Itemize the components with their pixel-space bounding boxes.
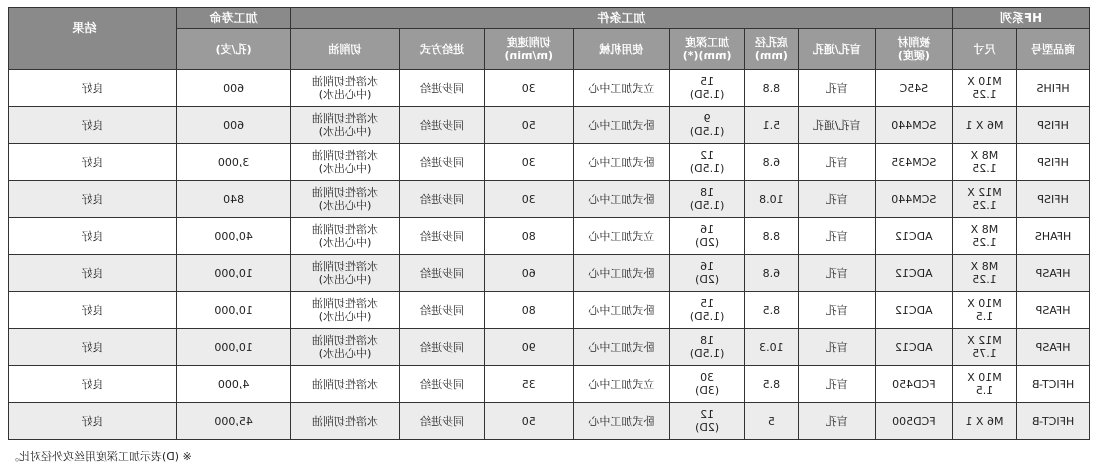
- cell-oil: [290, 107, 399, 144]
- cell-product: HFISP: [1017, 144, 1090, 181]
- depth-value: 15: [700, 297, 715, 310]
- oil-type: 水溶性切削油: [312, 112, 379, 125]
- cell-speed: 30: [484, 70, 573, 107]
- table-row: [9, 70, 1090, 107]
- cell-product: HFAHS: [1017, 218, 1090, 255]
- cell-speed: 80: [484, 292, 573, 329]
- oil-delivery: (中心出水): [318, 162, 372, 175]
- col-size: 尺寸: [952, 29, 1016, 70]
- table-row: [9, 292, 1090, 329]
- oil-type: 水溶性切削油: [312, 414, 379, 428]
- cell-feed: 同步进给: [400, 366, 485, 403]
- table-row: [9, 107, 1090, 144]
- cell-depth: [670, 218, 745, 255]
- cell-product: HFICT-B: [1017, 403, 1090, 440]
- cell-bore: 5.1: [745, 107, 799, 144]
- cell-size: M8 X 1.25: [952, 255, 1016, 292]
- depth-ratio: (3D): [695, 384, 720, 397]
- cell-product: HFASP: [1017, 292, 1090, 329]
- oil-type: 水溶性切削油: [312, 223, 379, 236]
- col-depth-label: 加工深度 (mm)(*): [682, 36, 732, 62]
- cell-bore: 8.8: [745, 70, 799, 107]
- cell-result: 良好: [9, 107, 177, 144]
- cell-material: SCM440: [875, 181, 952, 218]
- cell-size: M12 X 1.75: [952, 329, 1016, 366]
- cell-speed: 60: [484, 255, 573, 292]
- oil-delivery: (中心出水): [318, 310, 372, 323]
- cell-result: 良好: [9, 144, 177, 181]
- cell-material: SCM440: [875, 107, 952, 144]
- cell-speed: 30: [484, 144, 573, 181]
- cell-speed: 50: [484, 107, 573, 144]
- cell-size: M10 X 1.5: [952, 292, 1016, 329]
- cell-size: M8 X 1.25: [952, 144, 1016, 181]
- group-hf-series: HF系列: [952, 8, 1089, 29]
- cell-hole-type: 盲孔: [798, 144, 875, 181]
- cell-life: 600: [177, 107, 291, 144]
- cell-depth: [670, 144, 745, 181]
- cell-feed: 同步进给: [400, 403, 485, 440]
- cell-material: SCM435: [875, 144, 952, 181]
- cell-result: 良好: [9, 366, 177, 403]
- cell-feed: 同步进给: [400, 292, 485, 329]
- depth-ratio: (1.5D): [689, 125, 725, 138]
- cell-size: M10 X 1.5: [952, 366, 1016, 403]
- cell-speed: 35: [484, 366, 573, 403]
- depth-value: 16: [700, 260, 715, 273]
- depth-ratio: (2D): [695, 236, 720, 249]
- col-product: 商品型号: [1017, 29, 1090, 70]
- col-speed-label: 切削速度 (m/min): [504, 36, 554, 62]
- oil-type: 水溶性切削油: [312, 149, 379, 162]
- cell-hole-type: 盲孔: [798, 70, 875, 107]
- depth-ratio: (2D): [695, 273, 720, 286]
- table-row: [9, 329, 1090, 366]
- result-header: 结果: [9, 8, 177, 70]
- col-oil: 切削油: [290, 29, 399, 70]
- cell-result: 良好: [9, 218, 177, 255]
- cell-product: HFISP: [1017, 107, 1090, 144]
- cell-product: HFASP: [1017, 329, 1090, 366]
- group-tool-life: 加工寿命: [177, 8, 291, 29]
- cell-result: 良好: [9, 181, 177, 218]
- group-machining-conditions: 加工条件: [290, 8, 952, 29]
- cell-life: 10,000: [177, 329, 291, 366]
- cell-life: 4,000: [177, 366, 291, 403]
- depth-value: 18: [700, 186, 715, 199]
- oil-delivery: (中心出水): [318, 273, 372, 286]
- cell-hole-type: 盲孔: [798, 292, 875, 329]
- cell-result: 良好: [9, 292, 177, 329]
- cell-machine: 卧式加工中心: [573, 403, 669, 440]
- cell-size: M6 X 1: [952, 403, 1016, 440]
- cell-material: FCD450: [875, 366, 952, 403]
- cell-bore: 8.8: [745, 218, 799, 255]
- col-feed: 进给方式: [400, 29, 485, 70]
- oil-type: 水溶性切削油: [312, 186, 379, 199]
- cell-bore: 10.3: [745, 329, 799, 366]
- col-bore-label: 底孔径 (mm): [754, 36, 788, 62]
- cell-oil: [290, 70, 399, 107]
- cell-oil: [290, 366, 399, 403]
- cell-feed: 同步进给: [400, 181, 485, 218]
- col-life: (孔/支): [177, 29, 291, 70]
- cell-life: 3,000: [177, 144, 291, 181]
- cell-machine: 立式加工中心: [573, 70, 669, 107]
- cell-material: FCD500: [875, 403, 952, 440]
- cell-life: 10,000: [177, 292, 291, 329]
- oil-delivery: (中心出水): [318, 125, 372, 138]
- cell-size: M10 X 1.25: [952, 70, 1016, 107]
- cell-depth: [670, 366, 745, 403]
- cell-speed: 50: [484, 403, 573, 440]
- cell-depth: [670, 292, 745, 329]
- cell-speed: 30: [484, 181, 573, 218]
- cell-feed: 同步进给: [400, 70, 485, 107]
- cell-product: HFISP: [1017, 181, 1090, 218]
- cell-feed: 同步进给: [400, 107, 485, 144]
- col-material-label: 被削材 (硬度): [897, 36, 931, 62]
- cell-bore: 6.8: [745, 255, 799, 292]
- cell-feed: 同步进给: [400, 329, 485, 366]
- cell-size: M12 X 1.25: [952, 181, 1016, 218]
- cell-material: ADC12: [875, 218, 952, 255]
- depth-ratio: (1.5D): [689, 88, 725, 101]
- cell-result: 良好: [9, 403, 177, 440]
- oil-delivery: (中心出水): [318, 199, 372, 212]
- col-speed: [484, 29, 573, 70]
- cell-depth: [670, 403, 745, 440]
- depth-value: 30: [700, 371, 715, 384]
- cell-material: ADC12: [875, 255, 952, 292]
- cell-result: 良好: [9, 255, 177, 292]
- depth-ratio: (2D): [695, 421, 720, 434]
- depth-ratio: (1.5D): [689, 310, 725, 323]
- col-material: [875, 29, 952, 70]
- cell-depth: [670, 181, 745, 218]
- col-hole-type: 盲孔/通孔: [798, 29, 875, 70]
- table-row: [9, 366, 1090, 403]
- cell-life: 840: [177, 181, 291, 218]
- cell-result: 良好: [9, 70, 177, 107]
- cell-machine: 立式加工中心: [573, 366, 669, 403]
- cell-oil: [290, 218, 399, 255]
- cell-speed: 80: [484, 218, 573, 255]
- cell-hole-type: 盲孔: [798, 329, 875, 366]
- col-depth: [670, 29, 745, 70]
- col-bore: [745, 29, 799, 70]
- depth-value: 12: [700, 408, 715, 421]
- cell-material: ADC12: [875, 292, 952, 329]
- cell-oil: [290, 292, 399, 329]
- cell-size: M6 X 1: [952, 107, 1016, 144]
- table-row: [9, 144, 1090, 181]
- oil-type: 水溶性切削油: [312, 377, 379, 391]
- cell-speed: 90: [484, 329, 573, 366]
- oil-delivery: (中心出水): [318, 236, 372, 249]
- cell-depth: [670, 329, 745, 366]
- cell-machine: 卧式加工中心: [573, 181, 669, 218]
- cell-size: M8 X 1.25: [952, 218, 1016, 255]
- table-row: [9, 255, 1090, 292]
- cell-bore: 8.5: [745, 292, 799, 329]
- cell-life: 10,000: [177, 255, 291, 292]
- cell-feed: 同步进给: [400, 144, 485, 181]
- cell-oil: [290, 403, 399, 440]
- cell-hole-type: 盲孔: [798, 218, 875, 255]
- cell-machine: 卧式加工中心: [573, 329, 669, 366]
- cell-bore: 6.8: [745, 144, 799, 181]
- machining-spec-table: [8, 7, 1090, 440]
- cell-feed: 同步进给: [400, 255, 485, 292]
- cell-material: S45C: [875, 70, 952, 107]
- cell-feed: 同步进给: [400, 218, 485, 255]
- cell-result: 良好: [9, 329, 177, 366]
- cell-hole-type: 盲孔: [798, 403, 875, 440]
- cell-bore: 8.5: [745, 366, 799, 403]
- cell-machine: 卧式加工中心: [573, 107, 669, 144]
- depth-ratio: (1.5D): [689, 162, 725, 175]
- depth-value: 9: [703, 112, 711, 125]
- cell-machine: 立式加工中心: [573, 218, 669, 255]
- oil-type: 水溶性切削油: [312, 75, 379, 88]
- depth-value: 18: [700, 334, 715, 347]
- cell-depth: [670, 255, 745, 292]
- cell-oil: [290, 255, 399, 292]
- table-row: [9, 181, 1090, 218]
- cell-product: HFICT-B: [1017, 366, 1090, 403]
- cell-life: 45,000: [177, 403, 291, 440]
- cell-depth: [670, 107, 745, 144]
- cell-machine: 卧式加工中心: [573, 255, 669, 292]
- cell-oil: [290, 329, 399, 366]
- oil-delivery: (中心出水): [318, 88, 372, 101]
- cell-bore: 5: [745, 403, 799, 440]
- cell-depth: [670, 70, 745, 107]
- cell-material: ADC12: [875, 329, 952, 366]
- oil-type: 水溶性切削油: [312, 334, 379, 347]
- cell-hole-type: 盲孔: [798, 181, 875, 218]
- oil-delivery: (中心出水): [318, 347, 372, 360]
- cell-hole-type: 盲孔: [798, 366, 875, 403]
- cell-bore: 10.8: [745, 181, 799, 218]
- cell-life: 600: [177, 70, 291, 107]
- oil-type: 水溶性切削油: [312, 297, 379, 310]
- cell-oil: [290, 144, 399, 181]
- depth-ratio: (1.5D): [689, 347, 725, 360]
- table-row: [9, 403, 1090, 440]
- cell-product: HFASP: [1017, 255, 1090, 292]
- depth-value: 16: [700, 223, 715, 236]
- cell-hole-type: 盲孔: [798, 255, 875, 292]
- cell-machine: 卧式加工中心: [573, 144, 669, 181]
- oil-type: 水溶性切削油: [312, 260, 379, 273]
- cell-life: 40,000: [177, 218, 291, 255]
- depth-value: 15: [700, 75, 715, 88]
- cell-product: HFIHS: [1017, 70, 1090, 107]
- footnote: ※ (D)表示加工深度用丝攻外径对比。: [8, 450, 192, 463]
- table-row: [9, 218, 1090, 255]
- depth-value: 12: [700, 149, 715, 162]
- table-body: [9, 70, 1090, 440]
- cell-oil: [290, 181, 399, 218]
- cell-hole-type: 盲孔/通孔: [798, 107, 875, 144]
- col-machine: 使用机械: [573, 29, 669, 70]
- cell-machine: 卧式加工中心: [573, 292, 669, 329]
- depth-ratio: (1.5D): [689, 199, 725, 212]
